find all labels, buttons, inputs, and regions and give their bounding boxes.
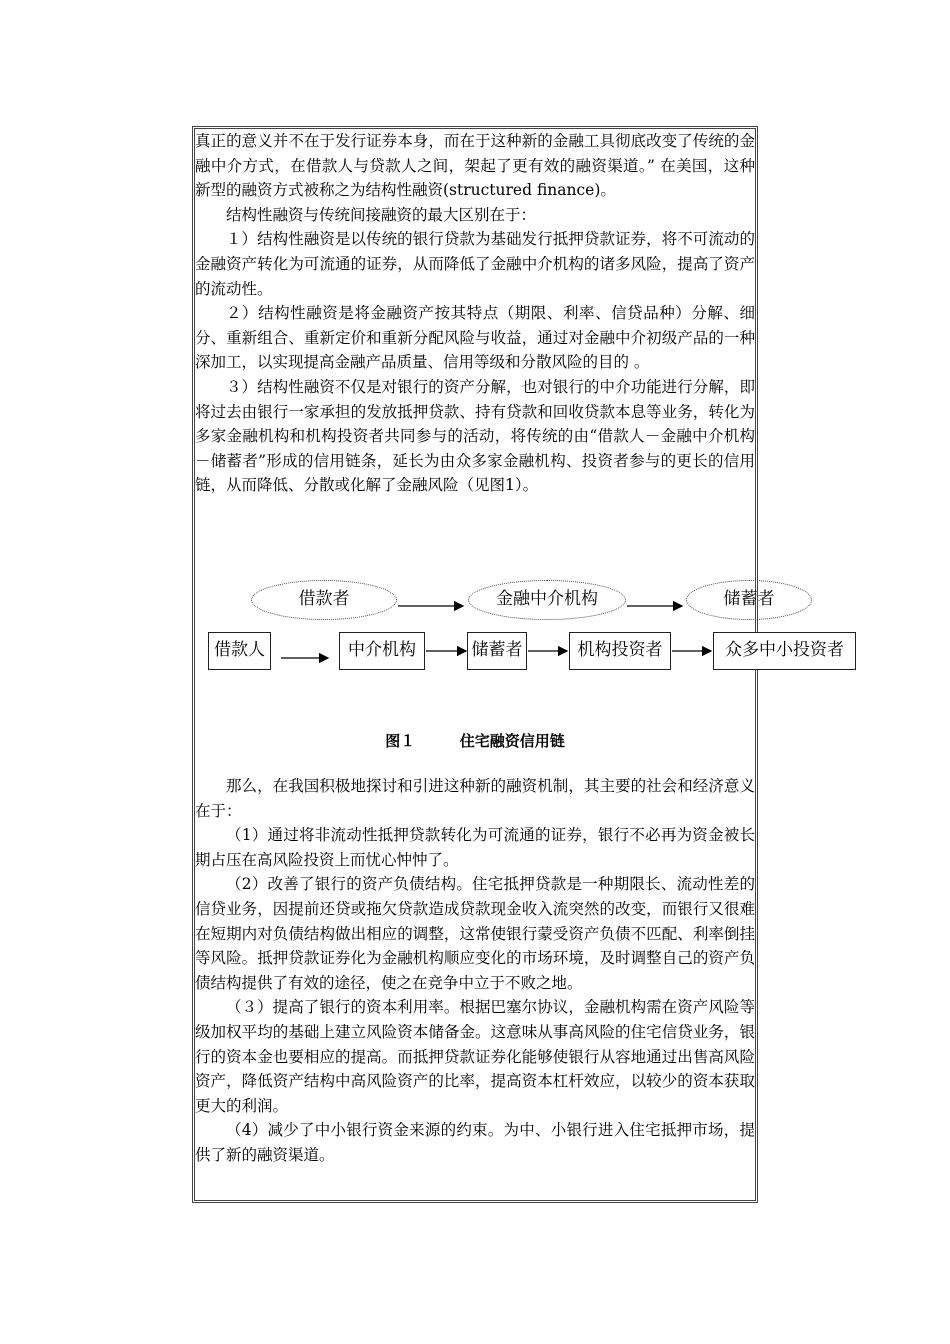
- figure-caption: [195, 730, 755, 751]
- paragraph: （1）通过将非流动性抵押贷款转化为可流通的证券，银行不必再为资金被长期占压在高风险投资上而忧心忡忡了。: [195, 826, 755, 869]
- paragraph: ２）结构性融资是将金融资产按其特点（期限、利率、信贷品种）分解、细分、重新组合、重新定价和重新分配风险与收益，通过对金融中介初级产品的一种深加工，以实现提高金融产品质量、信用等级和分散风险的目的 。: [195, 304, 755, 372]
- box-saver: 储蓄者: [467, 632, 527, 670]
- paragraph: （３）提高了银行的资本利用率。根据巴塞尔协议，金融机构需在资产风险等级加权平均的基础上建立风险资本储备金。这意味从事高风险的住宅信贷业务，银行的资本金也要相应的提高。而抵押贷款证券化能够使银行从容地通过出售高风险资产，降低资产结构中高风险资产的比率，提高资本杠杆效应，以较少的资本获取更大的利润。: [195, 998, 755, 1115]
- paragraph: １）结构性融资是以传统的银行贷款为基础发行抵押贷款证券，将不可流动的金融资产转化为可流通的证券，从而降低了金融中介机构的诸多风险，提高了资产的流动性。: [195, 230, 755, 298]
- paragraph: 那么，在我国积极地探讨和引进这种新的融资机制，其主要的社会和经济意义在于：: [195, 777, 755, 820]
- paragraph: 结构性融资与传统间接融资的最大区别在于：: [226, 205, 537, 224]
- ellipse-intermediary: 金融中介机构: [468, 580, 626, 620]
- intro-section: [195, 129, 755, 498]
- paragraph: （4）减少了中小银行资金来源的约束。为中、小银行进入住宅抵押市场，提供了新的融资渠道。: [195, 1121, 755, 1164]
- box-intermediary: 中介机构: [339, 632, 425, 670]
- ellipse-saver-side: 储蓄者: [686, 580, 812, 620]
- paragraph: 真正的意义并不在于发行证券本身，而在于这种新的金融工具彻底改变了传统的金融中介方式，在借款人与贷款人之间，架起了更有效的融资渠道。” 在美国，这种新型的融资方式被称之为结构性融资(structured finance)。: [195, 132, 755, 200]
- ellipse-borrower-side: 借款者: [251, 580, 397, 620]
- box-institutional-investor: 机构投资者: [569, 632, 671, 670]
- paragraph: （2）改善了银行的资产负债结构。住宅抵押贷款是一种期限长、流动性差的信贷业务，因提前还贷或拖欠贷款造成贷款现金收入流突然的改变，而银行又很难在短期内对负债结构做出相应的调整，这常使银行蒙受资产负债不匹配、利率倒挂等风险。抵押贷款证券化为金融机构顺应变化的市场环境，及时调整自己的资产负债结构提供了有效的途径，使之在竞争中立于不败之地。: [195, 875, 755, 992]
- caption-number: 图１: [385, 732, 416, 750]
- box-borrower: 借款人: [208, 632, 271, 670]
- significance-section: [195, 774, 755, 1168]
- paragraph: ３）结构性融资不仅是对银行的资产分解，也对银行的中介功能进行分解，即将过去由银行一家承担的发放抵押贷款、持有贷款和回收贷款本息等业务，转化为多家金融机构和机构投资者共同参与的活动，将传统的由“借款人－金融中介机构－储蓄者”形成的信用链条，延长为由众多家金融机构、投资者参与的更长的信用链，从而降低、分散或化解了金融风险（见图1）。: [195, 377, 755, 495]
- caption-title: 住宅融资信用链: [459, 732, 565, 750]
- box-small-investors: 众多中小投资者: [713, 632, 856, 670]
